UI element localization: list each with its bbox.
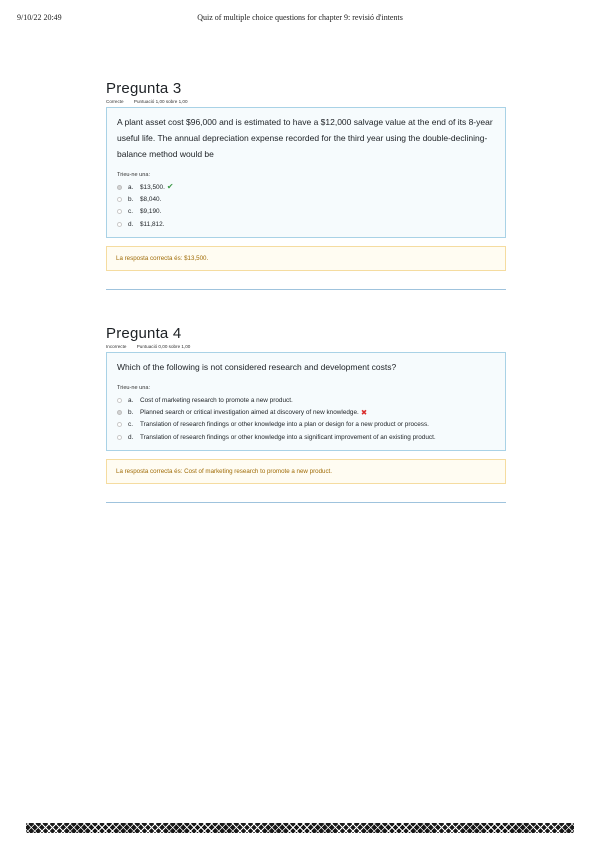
question-info — [106, 99, 506, 105]
answer-prompt: Trieu-ne una: — [117, 172, 151, 178]
answer-option-b[interactable] — [117, 406, 495, 418]
question-3 — [106, 81, 506, 290]
answer-text: Cost of marketing research to promote a new product. — [140, 396, 293, 404]
answer-text: Planned search or critical investigation aimed at discovery of new knowledge. — [140, 409, 359, 417]
question-formulation — [106, 107, 506, 238]
answer-text: $8,040. — [140, 196, 162, 204]
question-grade: Puntuació 0,00 sobre 1,00 — [136, 344, 191, 349]
answer-text: Translation of research findings or other knowledge into a significant improvement of an existing product. — [140, 433, 436, 441]
right-answer-feedback: La resposta correcta és: $13,500. — [106, 246, 506, 271]
question-4 — [106, 326, 506, 503]
answer-letter: b. — [128, 196, 134, 204]
print-page-title: Quiz of multiple choice questions for chapter 9: revisió d'intents — [197, 13, 403, 22]
answer-text: $13,500. — [140, 183, 165, 191]
answer-letter: b. — [128, 409, 134, 417]
radio-button[interactable] — [117, 197, 122, 202]
radio-button[interactable] — [117, 398, 122, 403]
incorrect-x-icon: ✖ — [360, 407, 368, 417]
radio-button-selected[interactable] — [117, 185, 122, 190]
question-title: Pregunta 3 — [106, 80, 182, 97]
answer-letter: c. — [128, 421, 133, 429]
answer-letter: a. — [128, 183, 134, 191]
question-grade: Puntuació 1,00 sobre 1,00 — [133, 99, 188, 104]
answer-list — [117, 394, 495, 444]
print-header — [0, 13, 600, 25]
answer-option-d[interactable] — [117, 431, 495, 443]
question-state: Correcte — [106, 99, 124, 104]
question-state: Incorrecte — [106, 344, 127, 349]
question-info — [106, 344, 506, 350]
radio-button-selected[interactable] — [117, 410, 122, 415]
question-text: A plant asset cost $96,000 and is estimated to have a $12,000 salvage value at the end of its 8-year useful life. The annual depreciation expense recorded for the third year using the double-declining-balance method would be — [117, 117, 493, 159]
answer-letter: d. — [128, 433, 134, 441]
radio-button[interactable] — [117, 435, 122, 440]
question-title: Pregunta 4 — [106, 325, 182, 342]
question-divider — [106, 502, 506, 504]
print-datetime: 9/10/22 20:49 — [17, 13, 62, 22]
question-divider — [106, 289, 506, 291]
answer-option-a[interactable] — [117, 394, 495, 406]
correct-check-icon: ✔ — [166, 182, 174, 192]
answer-text: $9,190. — [140, 208, 162, 216]
answer-text: $11,812. — [140, 220, 165, 228]
radio-button[interactable] — [117, 422, 122, 427]
answer-option-c[interactable] — [117, 419, 495, 431]
answer-text: Translation of research findings or other knowledge into a plan or design for a new product or process. — [140, 421, 429, 429]
answer-option-b[interactable] — [117, 193, 495, 205]
radio-button[interactable] — [117, 209, 122, 214]
answer-letter: a. — [128, 396, 134, 404]
answer-option-c[interactable] — [117, 206, 495, 218]
answer-list — [117, 181, 495, 231]
right-answer-feedback: La resposta correcta és: Cost of marketing research to promote a new product. — [106, 459, 506, 484]
answer-option-d[interactable] — [117, 218, 495, 230]
answer-letter: c. — [128, 208, 133, 216]
answer-prompt: Trieu-ne una: — [117, 385, 151, 391]
radio-button[interactable] — [117, 222, 122, 227]
answer-letter: d. — [128, 220, 134, 228]
question-text: Which of the following is not considered research and development costs? — [117, 362, 397, 372]
footer-pattern-bar — [26, 823, 574, 833]
answer-option-a[interactable] — [117, 181, 495, 193]
question-formulation — [106, 352, 506, 451]
